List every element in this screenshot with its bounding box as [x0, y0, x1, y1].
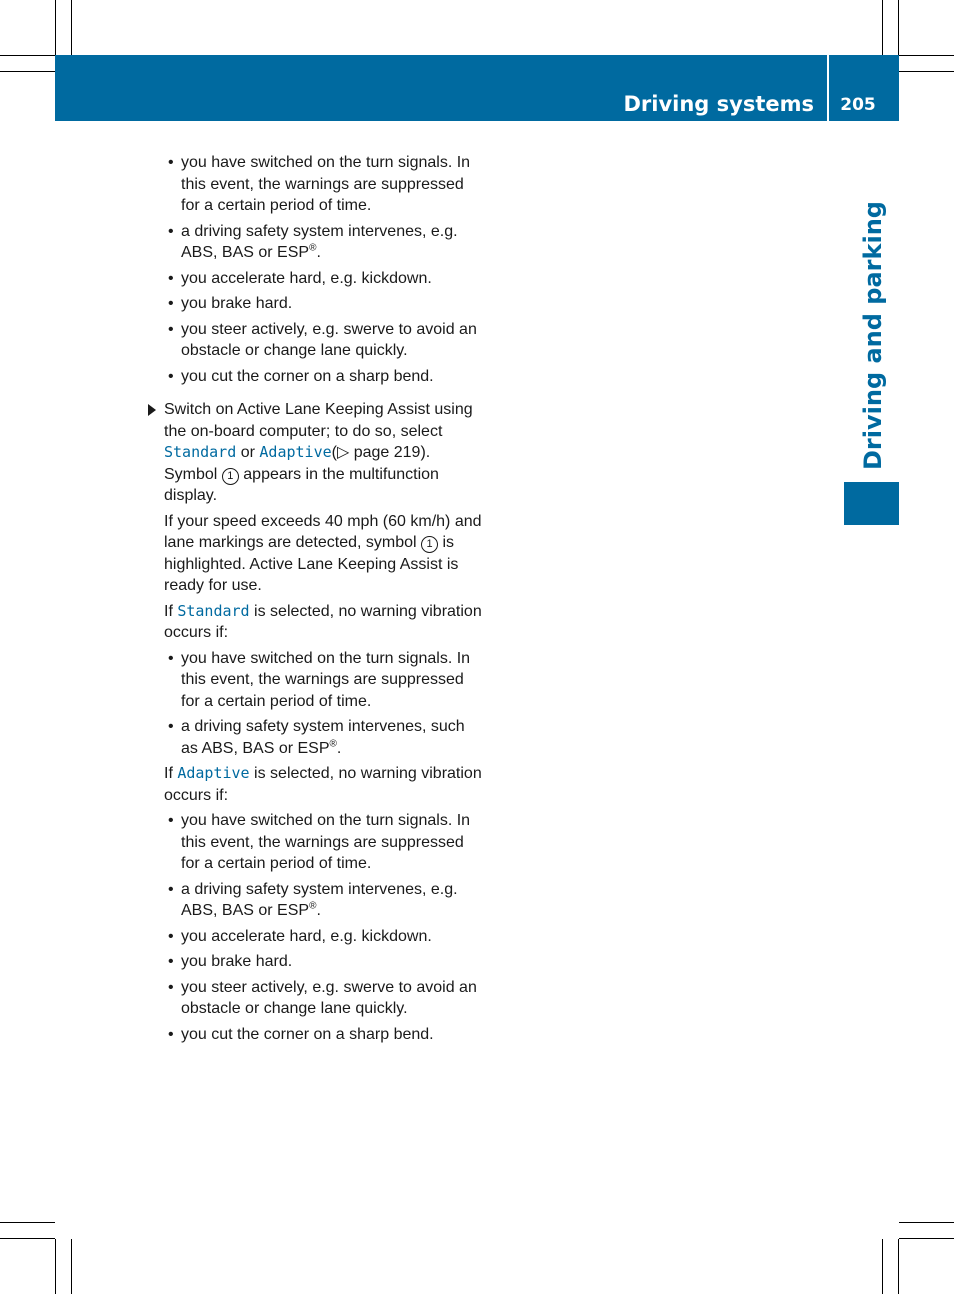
- section-title: Driving systems: [623, 92, 814, 116]
- code-adaptive: Adaptive: [259, 443, 332, 461]
- list-item: • you brake hard.: [164, 951, 486, 973]
- crop-mark: [71, 0, 72, 55]
- registered-mark: ®: [329, 738, 337, 750]
- bullet-list: [164, 152, 486, 387]
- list-item: • a driving safety system intervenes, e.g. ABS, BAS or ESP®.: [164, 221, 486, 264]
- crop-mark: [0, 1238, 55, 1239]
- page-number: 205: [840, 95, 876, 115]
- crop-mark: [0, 1222, 55, 1223]
- crop-mark: [899, 71, 954, 72]
- crop-mark: [71, 1239, 72, 1294]
- speed-paragraph: If your speed exceeds 40 mph (60 km/h) and lane markings are detected, symbol 1 is highlighted. Active Lane Keeping Assist is ready for use.: [164, 512, 482, 594]
- bullet-list: [164, 648, 486, 760]
- crop-mark: [882, 0, 883, 55]
- chapter-label: Driving and parking: [859, 201, 887, 470]
- standard-paragraph: If Standard is selected, no warning vibration occurs if:: [164, 601, 482, 641]
- step-text: Switch on Active Lane Keeping Assist using the on-board computer; to do so, select Standard or Adaptive(▷ page 219). Symbol 1 appears in the multifunction display.: [164, 401, 473, 504]
- registered-mark: ®: [309, 900, 317, 912]
- chapter-tab: [844, 482, 899, 525]
- list-item: • you accelerate hard, e.g. kickdown.: [164, 268, 486, 290]
- list-item: • you accelerate hard, e.g. kickdown.: [164, 926, 486, 948]
- page-reference[interactable]: (▷ page 219).: [331, 444, 431, 461]
- list-item: • you brake hard.: [164, 293, 486, 315]
- step-arrow-icon: [148, 404, 156, 416]
- list-item: • you cut the corner on a sharp bend.: [164, 366, 486, 388]
- crop-mark: [0, 71, 55, 72]
- crop-mark: [899, 1222, 954, 1223]
- list-item: • you steer actively, e.g. swerve to avoid an obstacle or change lane quickly.: [164, 977, 486, 1020]
- crop-mark: [898, 0, 899, 55]
- list-item: • you have switched on the turn signals. In this event, the warnings are suppressed for a certain period of time.: [164, 648, 486, 713]
- instruction-step: [146, 399, 486, 507]
- crop-mark: [55, 1239, 56, 1294]
- list-item: • you cut the corner on a sharp bend.: [164, 1024, 486, 1046]
- header-bar: [55, 55, 899, 121]
- symbol-1-icon: 1: [421, 536, 438, 553]
- bullet-list: [164, 810, 486, 1045]
- list-item: • you have switched on the turn signals. In this event, the warnings are suppressed for a certain period of time.: [164, 810, 486, 875]
- list-item: • a driving safety system intervenes, e.g. ABS, BAS or ESP®.: [164, 879, 486, 922]
- code-adaptive: Adaptive: [177, 764, 250, 782]
- crop-mark: [0, 55, 55, 56]
- main-content: [146, 152, 486, 1049]
- registered-mark: ®: [309, 242, 317, 254]
- code-standard: Standard: [177, 601, 250, 620]
- list-item: • you steer actively, e.g. swerve to avoid an obstacle or change lane quickly.: [164, 319, 486, 362]
- crop-mark: [899, 55, 954, 56]
- list-item: • you have switched on the turn signals. In this event, the warnings are suppressed for a certain period of time.: [164, 152, 486, 217]
- list-item: • a driving safety system intervenes, such as ABS, BAS or ESP®.: [164, 716, 486, 759]
- crop-mark: [55, 0, 56, 55]
- crop-mark: [898, 1239, 899, 1294]
- adaptive-paragraph: If Adaptive is selected, no warning vibration occurs if:: [164, 764, 482, 804]
- code-standard: Standard: [164, 443, 237, 461]
- symbol-1-icon: 1: [222, 468, 239, 485]
- crop-mark: [882, 1239, 883, 1294]
- crop-mark: [899, 1238, 954, 1239]
